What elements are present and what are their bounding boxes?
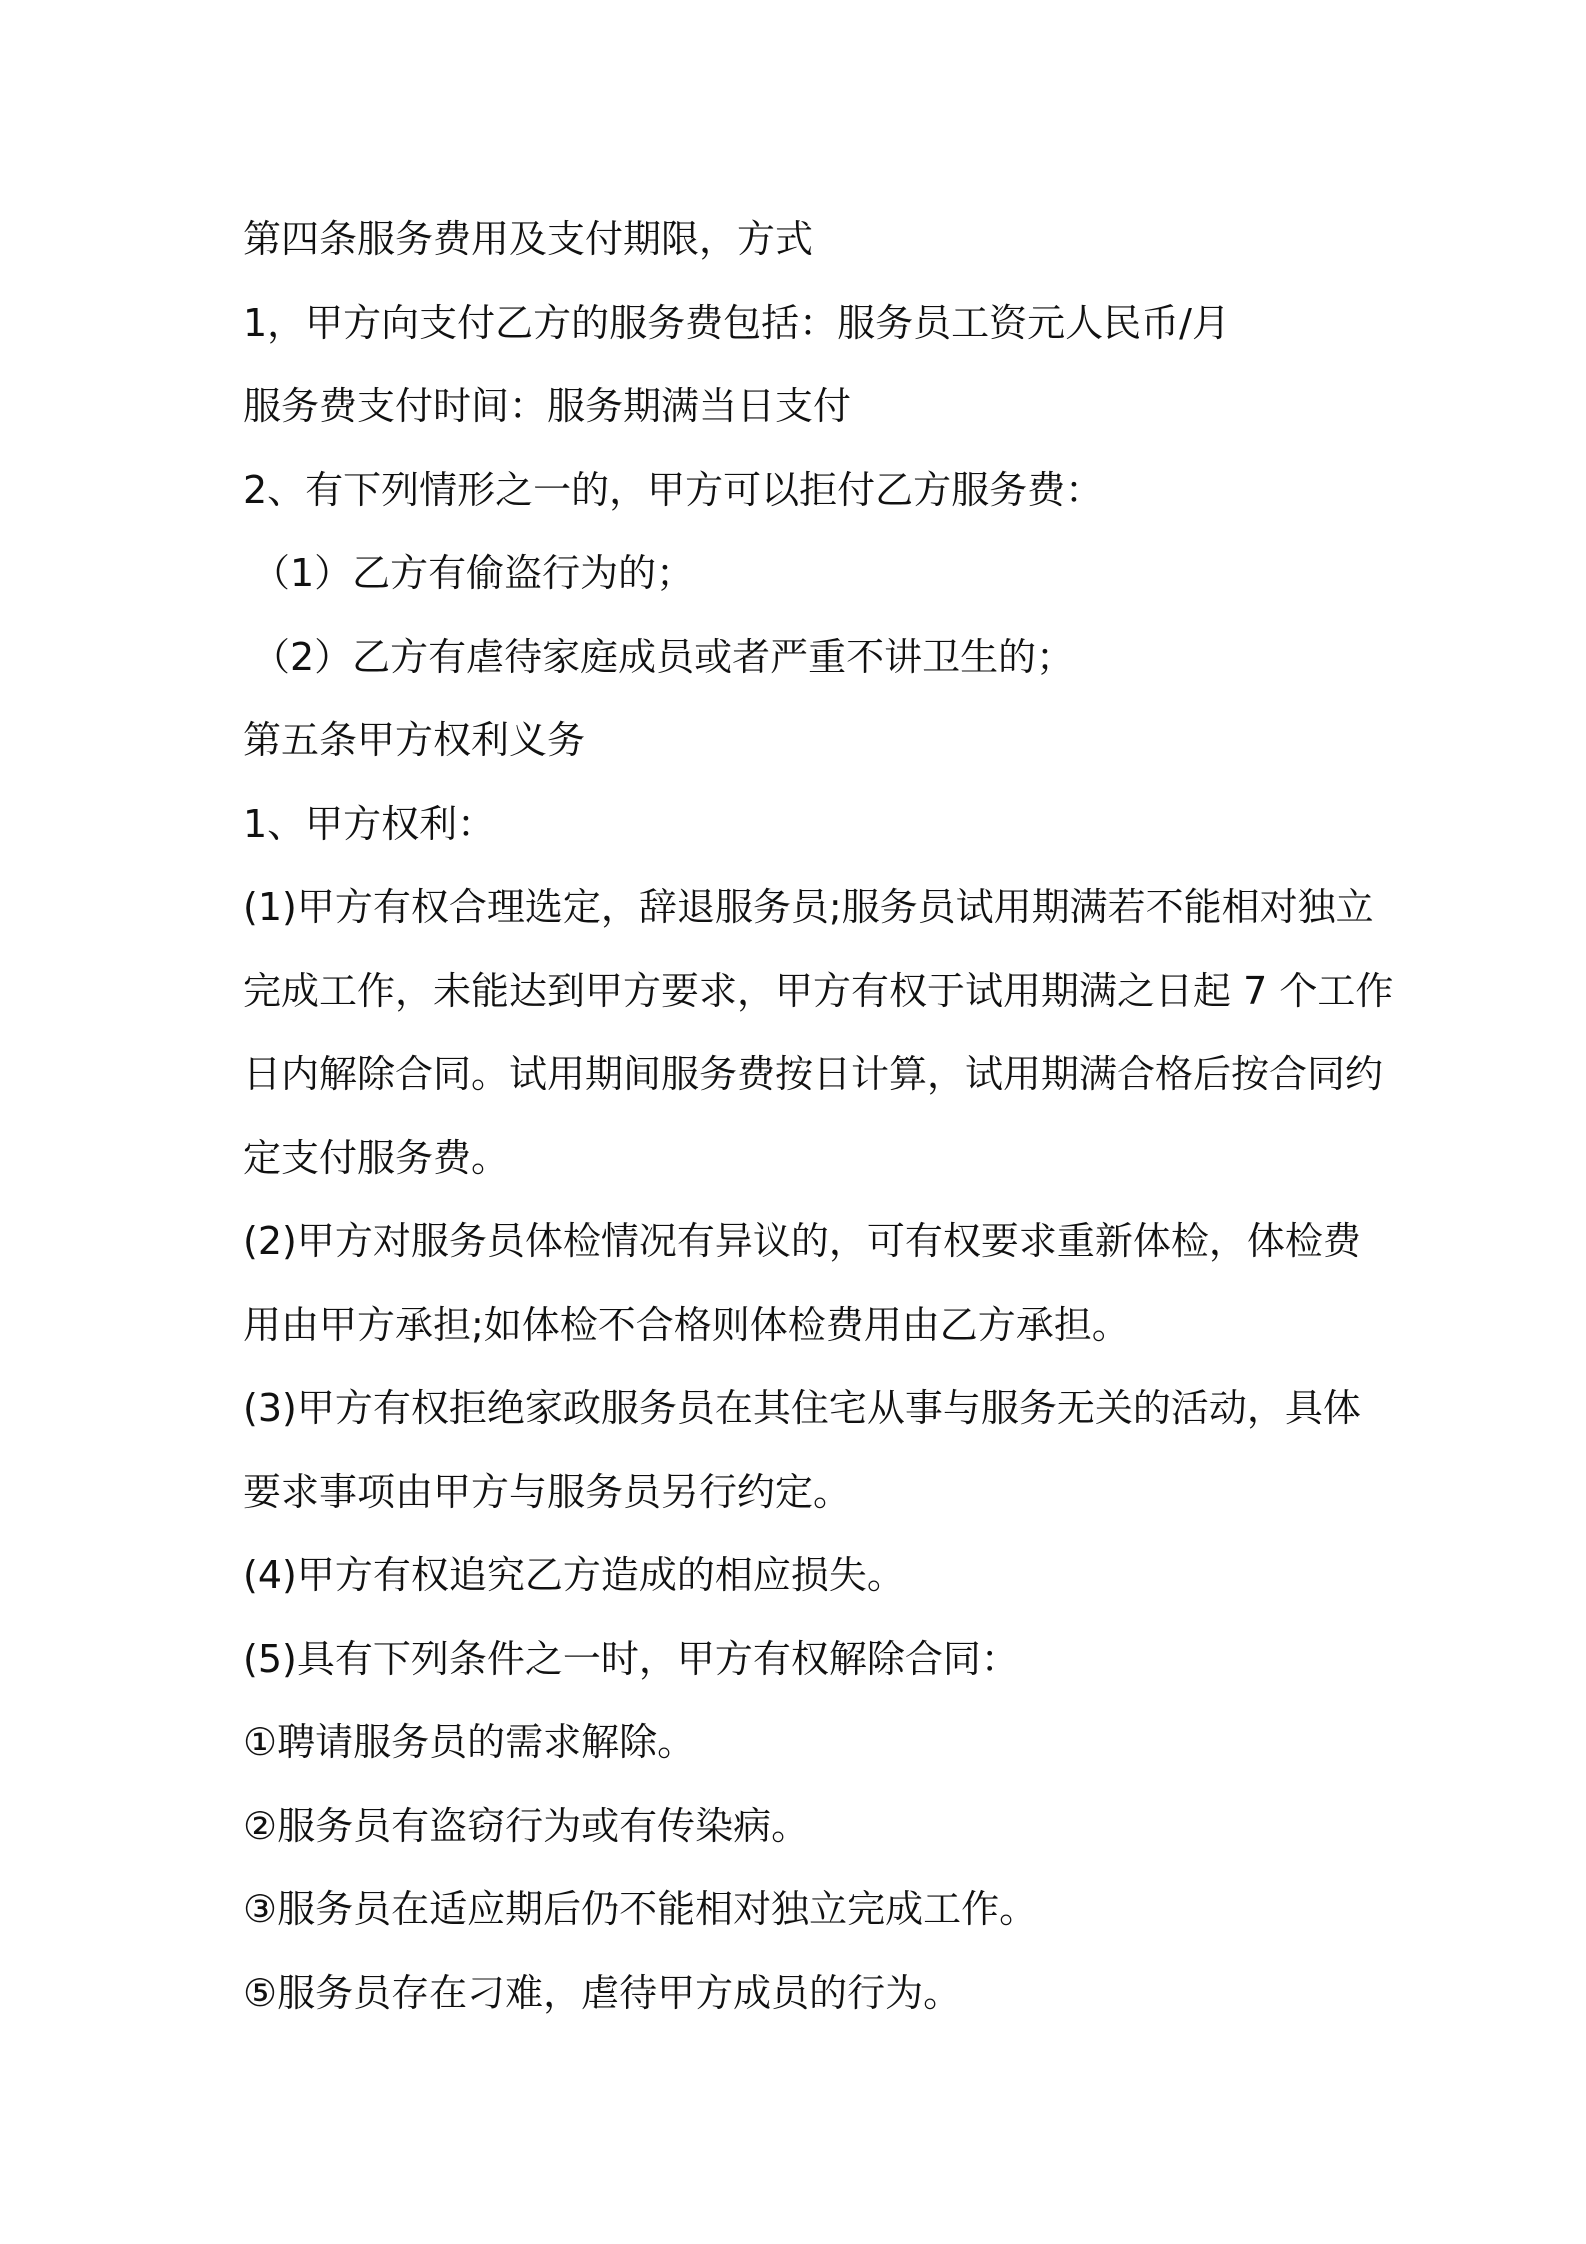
paragraph-line: 服务费支付时间：服务期满当日支付 — [243, 384, 852, 428]
document-body — [243, 198, 1394, 2035]
paragraph-line: (1)甲方有权合理选定，辞退服务员;服务员试用期满若不能相对独立 — [243, 885, 1374, 929]
paragraph-line: (5)具有下列条件之一时，甲方有权解除合同： — [243, 1636, 1019, 1681]
paragraph-line: 日内解除合同。试用期间服务费按日计算，试用期满合格后按合同约 — [243, 1052, 1384, 1096]
paragraph-line: (3)甲方有权拒绝家政服务员在其住宅从事与服务无关的活动，具体 — [243, 1386, 1361, 1430]
paragraph-line: 要求事项由甲方与服务员另行约定。 — [243, 1469, 852, 1514]
list-item: （2）乙方有虐待家庭成员或者严重不讲卫生的； — [252, 634, 1075, 679]
list-item: （1）乙方有偷盗行为的； — [252, 551, 695, 595]
list-item: ⑤服务员存在刁难，虐待甲方成员的行为。 — [243, 1970, 962, 2015]
section-heading: 1、甲方权利： — [243, 801, 496, 846]
list-item: ②服务员有盗窃行为或有传染病。 — [243, 1803, 810, 1848]
paragraph-line: 用由甲方承担;如体检不合格则体检费用由乙方承担。 — [243, 1302, 1130, 1347]
paragraph-line: 1，甲方向支付乙方的服务费包括：服务员工资元人民币/月 — [243, 300, 1230, 345]
paragraph-line: 完成工作，未能达到甲方要求，甲方有权于试用期满之日起 7 个工作 — [243, 968, 1394, 1013]
paragraph-line: 2、有下列情形之一的，甲方可以拒付乙方服务费： — [243, 467, 1104, 512]
article-4-heading: 第四条服务费用及支付期限，方式 — [243, 217, 814, 261]
list-item: ③服务员在适应期后仍不能相对独立完成工作。 — [243, 1887, 1038, 1931]
list-item: ①聘请服务员的需求解除。 — [243, 1720, 696, 1764]
paragraph-line: (4)甲方有权追究乙方造成的相应损失。 — [243, 1553, 905, 1597]
article-5-heading: 第五条甲方权利义务 — [243, 718, 586, 762]
paragraph-line: 定支付服务费。 — [243, 1135, 510, 1180]
paragraph-line: (2)甲方对服务员体检情况有异议的，可有权要求重新体检，体检费 — [243, 1219, 1361, 1263]
